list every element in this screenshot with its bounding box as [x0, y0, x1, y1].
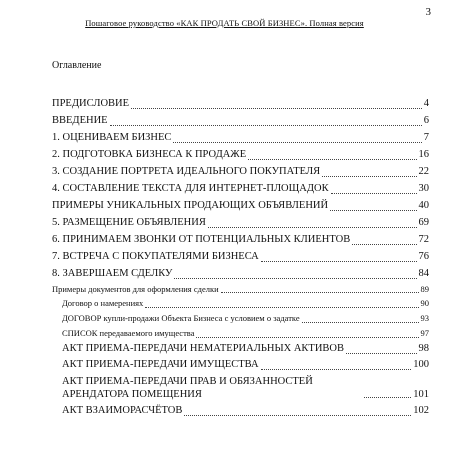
- toc-entry[interactable]: [52, 95, 429, 112]
- dot-leader: [331, 193, 417, 194]
- toc-entry[interactable]: [52, 248, 429, 265]
- dot-leader: [352, 244, 416, 245]
- toc-subentry[interactable]: [52, 296, 429, 311]
- toc-entry-page: 40: [418, 200, 429, 211]
- toc-subentry-title: АКТ ВЗАИМОРАСЧЁТОВ: [62, 405, 183, 416]
- dot-leader: [221, 292, 419, 293]
- toc-subentry-title: Договор о намерениях: [62, 298, 144, 308]
- toc-entry-page: 4: [423, 98, 429, 109]
- dot-leader: [302, 322, 419, 323]
- dot-leader: [131, 108, 422, 109]
- toc-entry-title: Примеры документов для оформления сделки: [52, 284, 219, 294]
- dot-leader: [208, 227, 417, 228]
- toc-subentry-page: 90: [420, 298, 429, 308]
- toc-entry[interactable]: [52, 197, 429, 214]
- toc-subentry[interactable]: [52, 341, 429, 357]
- toc-subentry-page: 93: [420, 313, 429, 323]
- toc-entry-page: 84: [418, 268, 429, 279]
- toc-entry-title: 3. СОЗДАНИЕ ПОРТРЕТА ИДЕАЛЬНОГО ПОКУПАТЕЛЯ: [52, 166, 321, 177]
- toc-entry[interactable]: [52, 214, 429, 231]
- toc-entry-page: 30: [418, 183, 429, 194]
- toc-subentry-title: ДОГОВОР купли-продажи Объекта Бизнеса с условием о задатке: [62, 313, 300, 323]
- toc-entry-title: ВВЕДЕНИЕ: [52, 115, 108, 126]
- toc-entry-page: 69: [418, 217, 429, 228]
- toc-entry-title: 4. СОСТАВЛЕНИЕ ТЕКСТА ДЛЯ ИНТЕРНЕТ-ПЛОЩАДОК: [52, 183, 329, 194]
- toc-entry-title: 7. ВСТРЕЧА С ПОКУПАТЕЛЯМИ БИЗНЕСА: [52, 251, 259, 262]
- toc-entry-page: 7: [423, 132, 429, 143]
- dot-leader: [173, 142, 421, 143]
- toc-title: Оглавление: [52, 60, 102, 71]
- toc-subentry[interactable]: [52, 326, 429, 341]
- toc-entry-title: ПРИМЕРЫ УНИКАЛЬНЫХ ПРОДАЮЩИХ ОБЪЯВЛЕНИЙ: [52, 200, 329, 211]
- toc-subentry-page: 102: [413, 405, 429, 416]
- dot-leader: [248, 159, 416, 160]
- toc-entry-title: 1. ОЦЕНИВАЕМ БИЗНЕС: [52, 132, 172, 143]
- toc-subentry-title: АКТ ПРИЕМА-ПЕРЕДАЧИ ПРАВ И ОБЯЗАННОСТЕЙ АРЕНДАТОРА ПОМЕЩЕНИЯ: [62, 376, 313, 400]
- table-of-contents: [52, 95, 429, 419]
- toc-entry-title: ПРЕДИСЛОВИЕ: [52, 98, 130, 109]
- toc-entry-title: 8. ЗАВЕРШАЕМ СДЕЛКУ: [52, 268, 173, 279]
- dot-leader: [196, 337, 418, 338]
- toc-entry[interactable]: [52, 129, 429, 146]
- dot-leader: [364, 397, 411, 398]
- dot-leader: [261, 261, 417, 262]
- toc-entry-title: 6. ПРИНИМАЕМ ЗВОНКИ ОТ ПОТЕНЦИАЛЬНЫХ КЛИЕНТОВ: [52, 234, 351, 245]
- toc-subentry-title: СПИСОК передаваемого имущества: [62, 328, 195, 338]
- toc-subentry[interactable]: [52, 357, 429, 373]
- toc-entry[interactable]: [52, 112, 429, 129]
- toc-entry[interactable]: [52, 163, 429, 180]
- toc-entry-title: 2. ПОДГОТОВКА БИЗНЕСА К ПРОДАЖЕ: [52, 149, 247, 160]
- dot-leader: [330, 210, 416, 211]
- dot-leader: [110, 125, 422, 126]
- toc-entry-page: 76: [418, 251, 429, 262]
- page-number: 3: [425, 6, 431, 18]
- toc-subentry[interactable]: [52, 311, 429, 326]
- dot-leader: [322, 176, 416, 177]
- toc-entry-page: 89: [420, 284, 429, 294]
- toc-entry[interactable]: [52, 231, 429, 248]
- toc-entry-page: 16: [418, 149, 429, 160]
- toc-entry[interactable]: [52, 146, 429, 163]
- toc-subentry-page: 98: [418, 343, 429, 354]
- toc-entry[interactable]: [52, 180, 429, 197]
- toc-subentry[interactable]: [52, 403, 429, 419]
- toc-subentry-page: 100: [413, 359, 429, 370]
- toc-entry[interactable]: [52, 265, 429, 282]
- toc-subentry-title: АКТ ПРИЕМА-ПЕРЕДАЧИ ИМУЩЕСТВА: [62, 359, 259, 370]
- dot-leader: [174, 278, 416, 279]
- toc-subentry[interactable]: [52, 375, 429, 401]
- toc-entry-examples[interactable]: [52, 282, 429, 296]
- toc-subentry-title: АКТ ПРИЕМА-ПЕРЕДАЧИ НЕМАТЕРИАЛЬНЫХ АКТИВОВ: [62, 343, 344, 354]
- toc-entry-page: 6: [423, 115, 429, 126]
- dot-leader: [184, 415, 411, 416]
- toc-subentry-page: 101: [413, 389, 429, 400]
- dot-leader: [346, 353, 417, 354]
- toc-entry-page: 72: [418, 234, 429, 245]
- dot-leader: [145, 307, 418, 308]
- toc-subentry-page: 97: [420, 328, 429, 338]
- toc-entry-title: 5. РАЗМЕЩЕНИЕ ОБЪЯВЛЕНИЯ: [52, 217, 206, 228]
- dot-leader: [261, 369, 412, 370]
- toc-entry-page: 22: [418, 166, 429, 177]
- running-header: Пошаговое руководство «КАК ПРОДАТЬ СВОЙ БИЗНЕС». Полная версия: [85, 18, 364, 28]
